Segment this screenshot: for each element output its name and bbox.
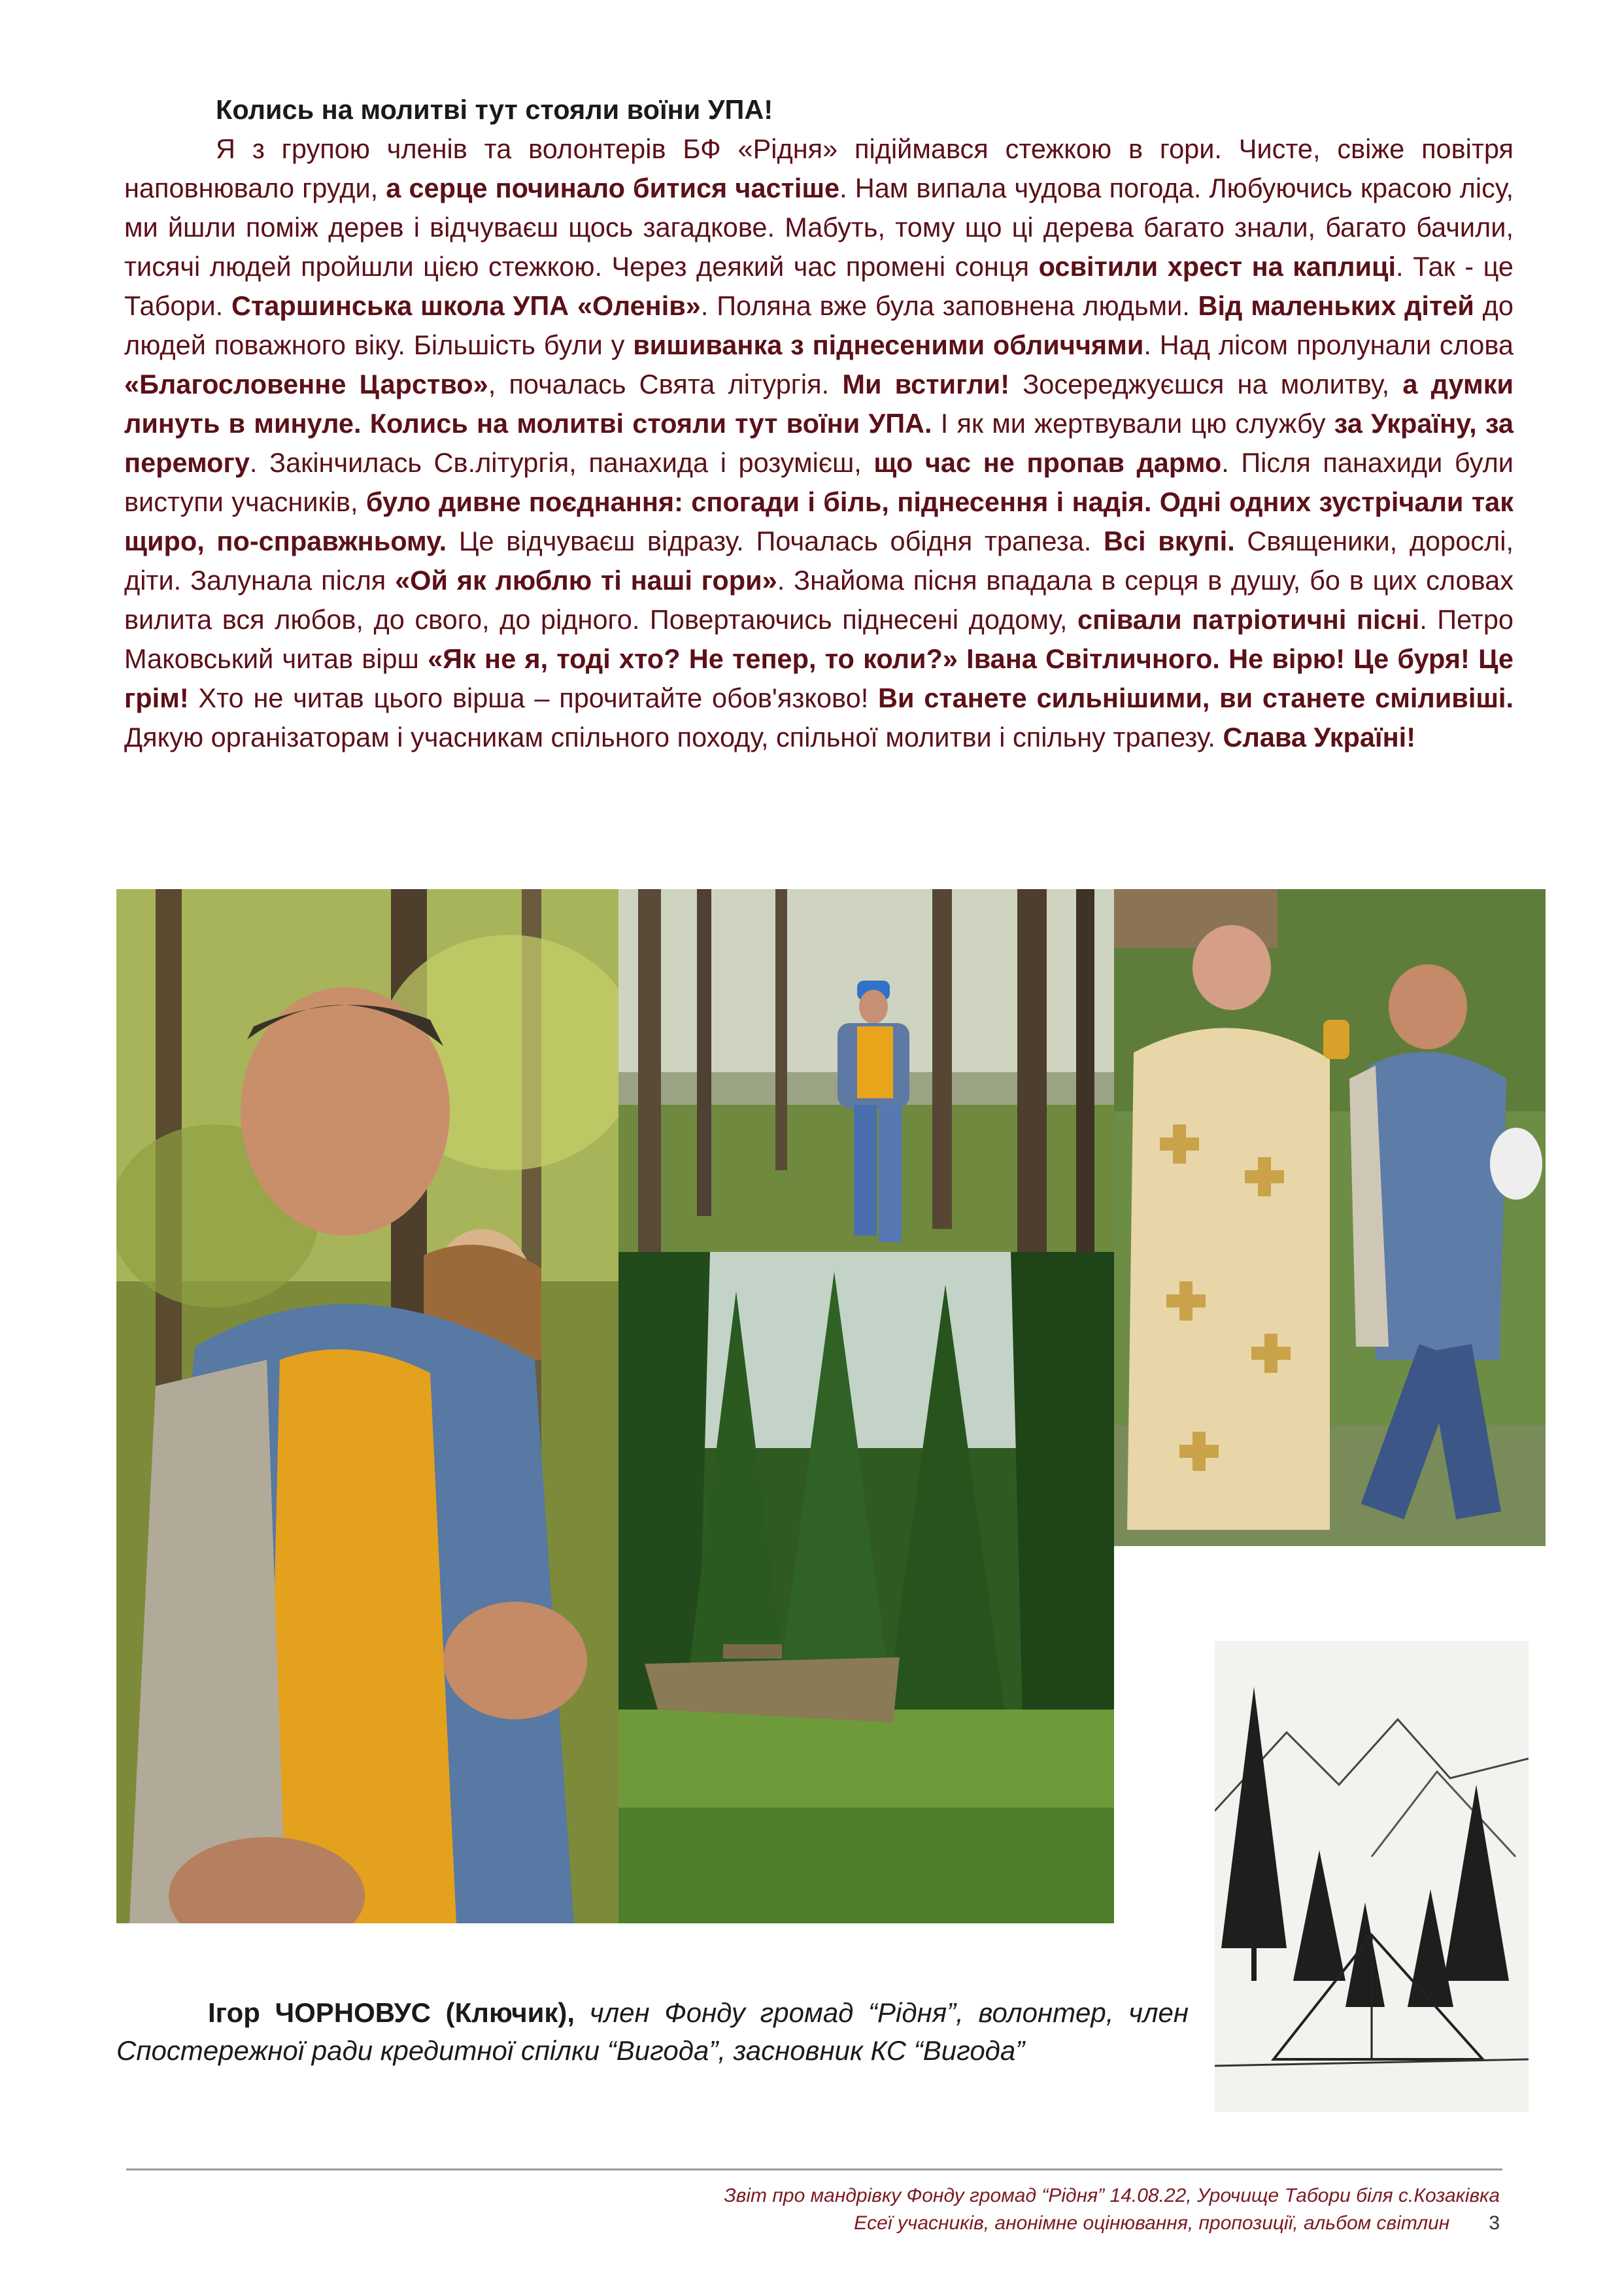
highlight-text: Ви станете сильнішими, ви станете сміливіші. [878, 683, 1514, 713]
body-text-run: Я з групою членів та волонтерів БФ «Рідня» підіймався стежкою в гори. Чисте, свіже повітря наповнювало груди, [124, 133, 1514, 203]
footer-line2: Есеї учасників, анонімне оцінювання, пропозиції, альбом світлин [854, 2212, 1450, 2234]
highlight-text: вишиванка з піднесеними обличчями [633, 329, 1144, 360]
highlight-text: Старшинська школа УПА «Оленів» [231, 290, 701, 321]
highlight-text: Слава Україні! [1223, 722, 1416, 752]
highlight-text: за Україну, за перемогу [124, 408, 1514, 478]
highlight-text: Ми встигли! [842, 369, 1010, 399]
footer-line1: Звіт про мандрівку Фонду громад “Рідня” 14.08.22, Урочище Табори біля с.Козаківка [724, 2185, 1500, 2206]
highlight-text: було дивне поєднання: спогади і біль, піднесення і надія. Одні одних зустрічали так щиро, по-справжньому. [124, 486, 1514, 556]
body-text-run: до людей поважного віку. Більшість були у [124, 290, 1514, 360]
body-text-run: . Закінчилась Св.літургія, панахида і розумієш, [249, 447, 874, 478]
author-role: член Фонду громад “Рідня”, волонтер, член Спостережної ради кредитної спілки “Вигода”, засновник КС “Вигода” [116, 1997, 1189, 2066]
page-number: 3 [1489, 2212, 1500, 2234]
body-text-run: . Нам випала чудова погода. Любуючись красою лісу, ми йшли поміж дерев і відчуваєш щось загадкове. Мабуть, тому що ці дерева багато знали, багато бачили, тисячі людей пройшли цією стежкою. Через деякий час промені сонця [124, 173, 1514, 282]
body-text-run: Зосереджуєшся на молитву, [1009, 369, 1403, 399]
photo-forest-clearing [618, 1252, 1114, 1923]
page-footer [724, 2182, 1500, 2237]
body-text-run: Це відчуваєш відразу. Почалась обідня трапеза. [447, 526, 1104, 556]
highlight-text: а серце починало битися частіше [386, 173, 840, 203]
highlight-text: «Благословенне Царство» [124, 369, 488, 399]
article [124, 90, 1514, 757]
body-text-run: Хто не читав цього вірша – прочитайте обов'язково! [188, 683, 878, 713]
body-text-run: Дякую організаторам і учасникам спільного походу, спільної молитви і спільну трапезу. [124, 722, 1223, 752]
body-text-run: І як ми жертвували цю службу [932, 408, 1334, 439]
highlight-text: а думки линуть в минуле. Колись на молитві стояли тут воїни УПА. [124, 369, 1514, 439]
photo-sketch-mountains [1215, 1641, 1529, 2112]
body-text-run: . Поляна вже була заповнена людьми. [700, 290, 1198, 321]
body-text-run: , почалась Свята літургія. [488, 369, 843, 399]
highlight-text: Всі вкупі. [1103, 526, 1235, 556]
article-body [124, 129, 1514, 757]
highlight-text: «Ой як люблю ті наші гори» [395, 565, 777, 596]
footer-divider [126, 2168, 1502, 2170]
highlight-text: Від маленьких дітей [1198, 290, 1474, 321]
photo-communion [1114, 889, 1546, 1546]
author-name: Ігор ЧОРНОВУС (Ключик), [208, 1997, 575, 2028]
body-text-run: . Так - це Табори. [124, 251, 1514, 321]
article-title: Колись на молитві тут стояли воїни УПА! [216, 94, 773, 125]
body-text-run: . Петро Маковський читав вірш [124, 604, 1514, 674]
highlight-text: співали патріотичні пісні [1077, 604, 1420, 635]
highlight-text: «Як не я, тоді хто? Не тепер, то коли?» Івана Світличного. Не вірю! Це буря! Це грім! [124, 643, 1514, 713]
photo-forest-path [618, 889, 1114, 1252]
highlight-text: що час не пропав дармо [873, 447, 1222, 478]
author-signature [116, 1994, 1189, 2070]
highlight-text: освітили хрест на каплиці [1038, 251, 1396, 282]
body-text-run: . Над лісом пролунали слова [1143, 329, 1514, 360]
photo-portrait [116, 889, 618, 1923]
body-text-run: . Знайома пісня впадала в серця в душу, бо в цих словах вилита вся любов, до свого, до рідного. Повертаючись піднесені додому, [124, 565, 1514, 635]
body-text-run: Священики, дорослі, діти. Залунала після [124, 526, 1514, 596]
body-text-run: . Після панахиди були виступи учасників, [124, 447, 1514, 517]
